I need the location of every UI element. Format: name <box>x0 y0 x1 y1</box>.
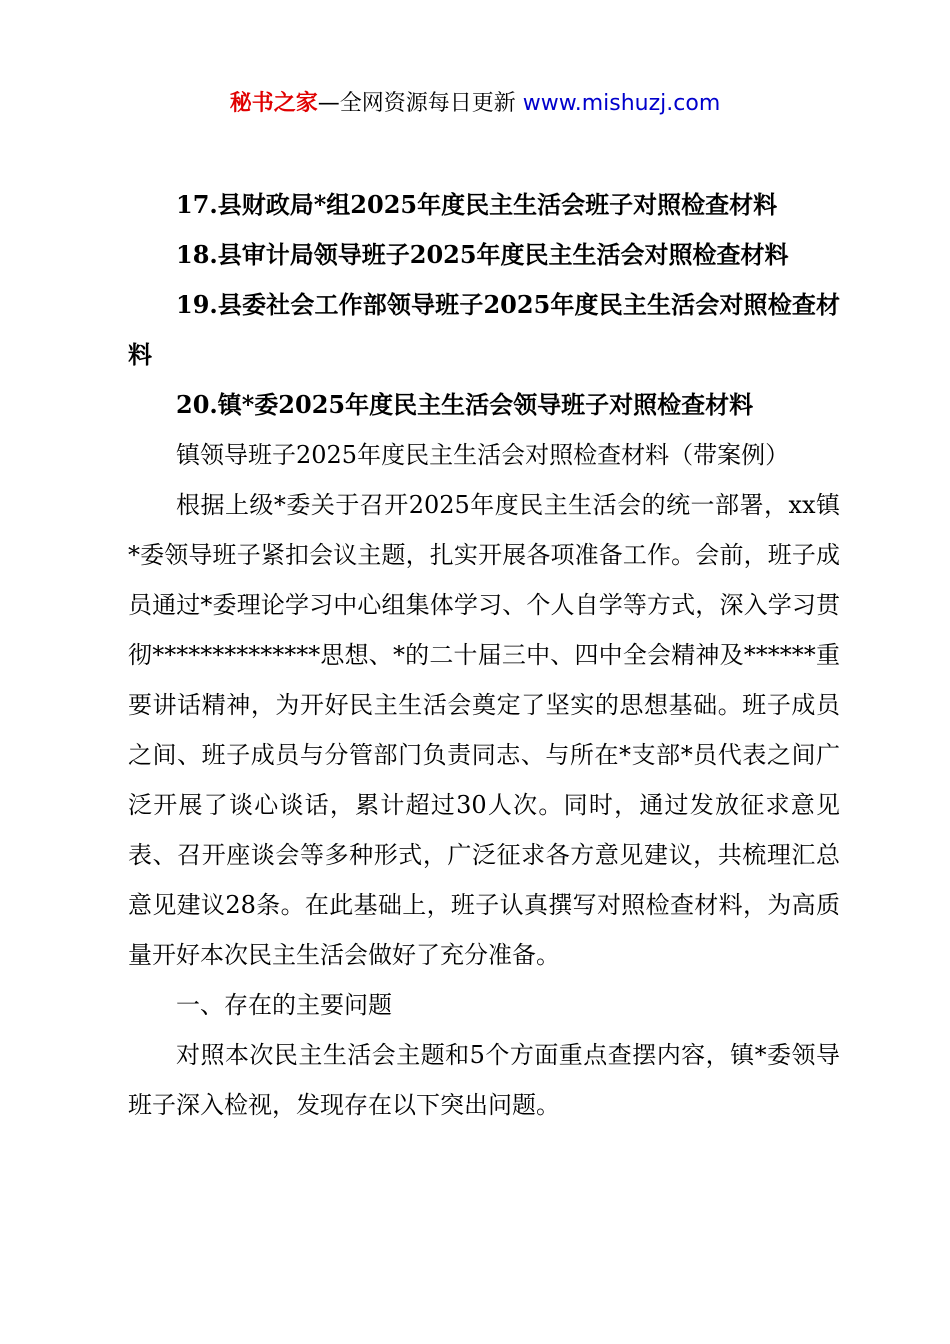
toc-item-18: 18.县审计局领导班子2025年度民主生活会对照检查材料 <box>176 240 789 269</box>
intro-paragraph: 根据上级*委关于召开2025年度民主生活会的统一部署，xx镇*委领导班子紧扣会议主题，扎实开展各项准备工作。会前，班子成员通过*委理论学习中心组集体学习、个人自学等方式，深入学习贯彻**************思想、*的二十届三中、四中全会精神及******重要讲话精神，为开好民主生活会奠定了坚实的思想基础。班子成员之间、班子成员与分管部门负责同志、与所在*支部*员代表之间广泛开展了谈心谈话，累计超过30人次。同时，通过发放征求意见表、召开座谈会等多种形式，广泛征求各方意见建议，共梳理汇总意见建议28条。在此基础上，班子认真撰写对照检查材料，为高质量开好本次民主生活会做好了充分准备。 <box>128 491 840 969</box>
document-body <box>128 180 840 1130</box>
section-intro-paragraph: 对照本次民主生活会主题和5个方面重点查摆内容，镇*委领导班子深入检视，发现存在以下突出问题。 <box>128 1041 840 1119</box>
toc-item-19: 19.县委社会工作部领导班子2025年度民主生活会对照检查材料 <box>128 290 840 369</box>
site-brand: 秘书之家 <box>229 91 318 116</box>
site-tagline: —全网资源每日更新 <box>317 91 523 116</box>
toc-item-17: 17.县财政局*组2025年度民主生活会班子对照检查材料 <box>176 190 778 219</box>
site-header <box>0 88 950 120</box>
document-title: 镇领导班子2025年度民主生活会对照检查材料（带案例） <box>176 441 790 469</box>
site-url-link[interactable]: www.mishuzj.com <box>522 91 721 116</box>
section-heading: 一、存在的主要问题 <box>176 991 392 1019</box>
toc-item-20: 20.镇*委2025年度民主生活会领导班子对照检查材料 <box>176 390 754 419</box>
